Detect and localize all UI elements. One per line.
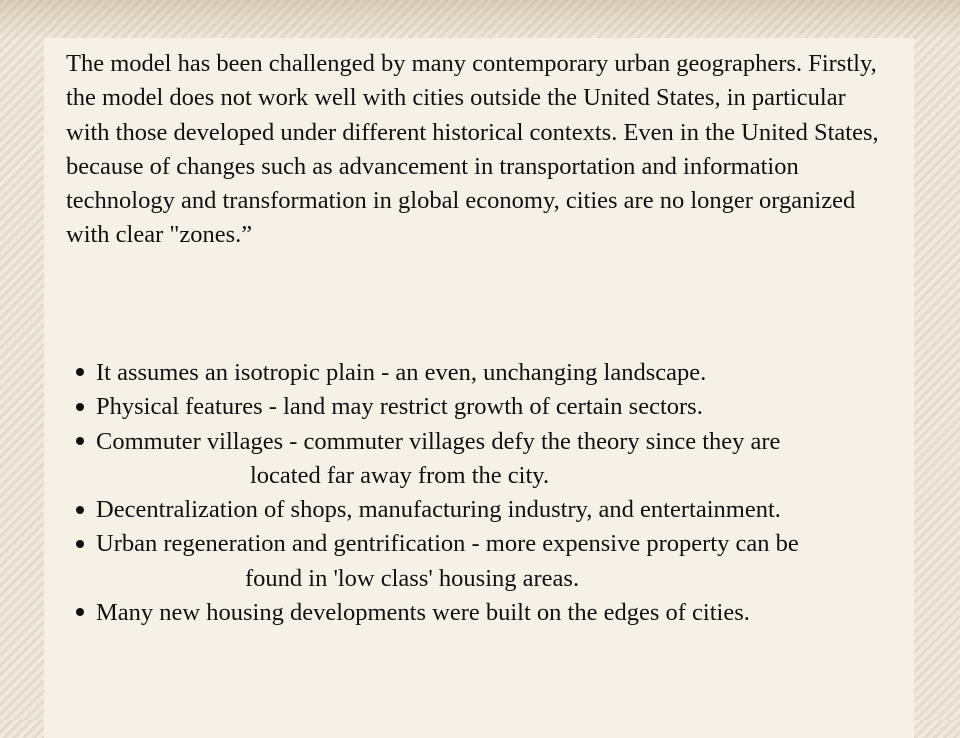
bullet-item — [72, 493, 902, 527]
bullet-item — [72, 425, 902, 494]
bullet-icon — [76, 437, 84, 445]
bullet-item — [72, 356, 902, 390]
bullet-text: Urban regeneration and gentrification - more expensive property can be — [96, 530, 799, 558]
bullet-icon — [76, 506, 84, 514]
bullet-text-continued: located far away from the city. — [250, 461, 550, 489]
bullet-icon — [76, 540, 84, 548]
bullet-text: Commuter villages - commuter villages defy the theory since they are — [96, 427, 781, 455]
intro-paragraph: The model has been challenged by many contemporary urban geographers. Firstly, the model does not work well with cities outside the United States, in particular with those developed under different historical contexts. Even in the United States, because of changes such as advancement in transportation and information technology and transformation in global economy, cities are no longer organized with clear "zones.” — [66, 50, 879, 249]
bullet-text: It assumes an isotropic plain - an even, unchanging landscape. — [96, 359, 707, 386]
decorative-top-band — [0, 0, 960, 40]
bullet-icon — [76, 368, 84, 376]
bullet-item — [72, 527, 902, 596]
bullet-text-continued: found in 'low class' housing areas. — [245, 564, 580, 592]
bullet-item — [72, 390, 902, 424]
bullet-text: Many new housing developments were built on the edges of cities. — [96, 599, 750, 627]
bullet-icon — [76, 403, 84, 411]
bullet-item — [72, 596, 902, 630]
bullet-icon — [76, 608, 84, 616]
bullet-text: Decentralization of shops, manufacturing industry, and entertainment. — [96, 496, 781, 524]
bullet-text: Physical features - land may restrict growth of certain sectors. — [96, 393, 703, 421]
bullet-list — [72, 356, 902, 630]
